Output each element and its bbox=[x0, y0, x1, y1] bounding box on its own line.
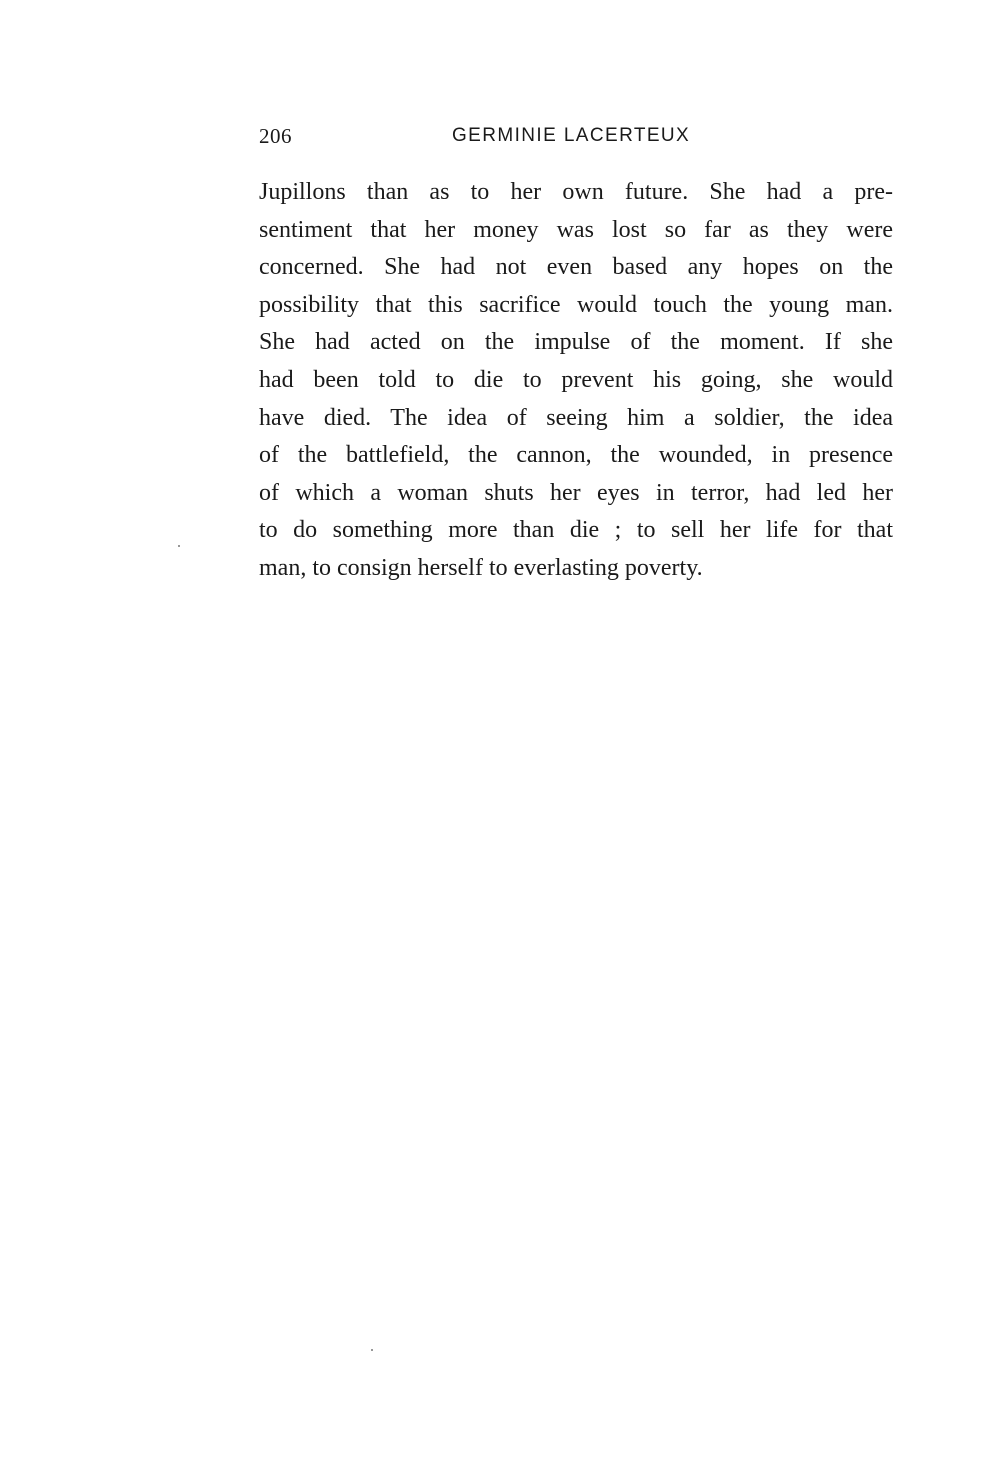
running-title: GERMINIE LACERTEUX bbox=[452, 125, 691, 146]
text-line: had been told to die to prevent his going, she would bbox=[259, 366, 893, 393]
scan-speck bbox=[371, 1349, 373, 1351]
scan-speck bbox=[178, 545, 180, 547]
text-line: have died. The idea of seeing him a soldier, the idea bbox=[259, 404, 893, 431]
text-line: possibility that this sacrifice would touch the young man. bbox=[259, 291, 893, 318]
text-line: sentiment that her money was lost so far as they were bbox=[259, 216, 893, 243]
body-paragraph bbox=[259, 174, 893, 588]
text-line: of the battlefield, the cannon, the wounded, in presence bbox=[259, 442, 893, 469]
page-number: 206 bbox=[259, 124, 292, 148]
text-line: man, to consign herself to everlasting poverty. bbox=[259, 554, 703, 581]
running-head bbox=[259, 124, 893, 154]
text-line: concerned. She had not even based any hopes on the bbox=[259, 254, 893, 281]
text-line: Jupillons than as to her own future. She had a pre- bbox=[259, 179, 893, 205]
text-line: to do something more than die ; to sell her life for that bbox=[259, 517, 893, 544]
text-line: She had acted on the impulse of the moment. If she bbox=[259, 329, 893, 356]
text-line: of which a woman shuts her eyes in terror, had led her bbox=[259, 479, 893, 506]
